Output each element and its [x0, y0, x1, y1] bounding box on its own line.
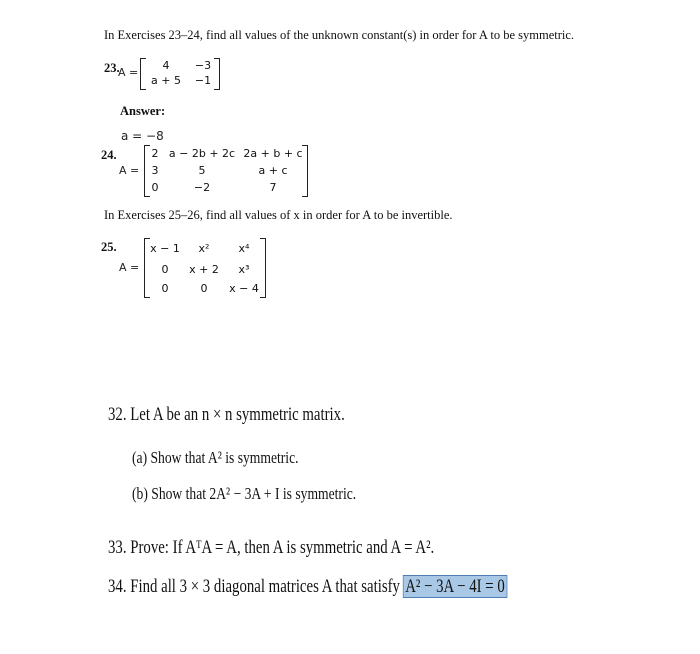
question-34-text: 34. Find all 3 × 3 diagonal matrices A that satisfy: [108, 576, 400, 597]
matrix-cell: x²: [198, 242, 210, 255]
matrix-lhs: A =: [118, 66, 139, 79]
matrix-cell: a + 5: [151, 74, 181, 87]
matrix-cell: 5: [198, 164, 206, 177]
matrix-cell: −3: [194, 59, 212, 72]
right-bracket: [260, 238, 266, 298]
matrix-cell: a + c: [258, 164, 288, 177]
question-32-part-a: (a) Show that A² is symmetric.: [132, 448, 299, 467]
exercise-number: 25.: [101, 240, 117, 254]
answer-value: a = −8: [121, 129, 164, 143]
matrix-cell: x³: [238, 263, 250, 276]
matrix-cell: 2: [151, 147, 159, 160]
intro-text-25-26: In Exercises 25–26, find all values of x in order for A to be invertible.: [104, 208, 453, 222]
matrix-cell: −1: [194, 74, 212, 87]
question-32-part-b: (b) Show that 2A² − 3A + I is symmetric.: [132, 484, 357, 503]
exercise-number: 23.: [104, 61, 120, 75]
matrix-cell: 0: [161, 282, 169, 295]
question-33: 33. Prove: If AᵀA = A, then A is symmetric and A = A².: [108, 537, 435, 558]
answer-label: Answer:: [120, 104, 166, 118]
question-34: [108, 576, 506, 598]
matrix-cell: 0: [151, 181, 159, 194]
matrix-lhs: A =: [119, 261, 140, 274]
matrix-cell: x + 2: [189, 263, 219, 276]
highlighted-equation[interactable]: A² − 3A − 4I = 0: [405, 576, 505, 597]
matrix-cell: x − 1: [150, 242, 180, 255]
matrix-cell: x − 4: [229, 282, 259, 295]
matrix-cell: 4: [162, 59, 170, 72]
matrix-cell: 2a + b + c: [243, 147, 303, 160]
right-bracket: [302, 145, 308, 197]
matrix-cell: 0: [200, 282, 208, 295]
matrix-lhs: A =: [119, 164, 140, 177]
matrix-cell: 7: [269, 181, 277, 194]
matrix-cell: x⁴: [238, 242, 250, 255]
matrix-cell: 0: [161, 263, 169, 276]
question-32: 32. Let A be an n × n symmetric matrix.: [108, 404, 345, 425]
matrix-cell: a − 2b + 2c: [168, 147, 236, 160]
matrix-cell: −2: [193, 181, 211, 194]
intro-text-23-24: In Exercises 23–24, find all values of the unknown constant(s) in order for A to be symmetric.: [104, 28, 575, 42]
matrix-cell: 3: [151, 164, 159, 177]
exercise-number: 24.: [101, 148, 117, 162]
right-bracket: [214, 58, 220, 90]
